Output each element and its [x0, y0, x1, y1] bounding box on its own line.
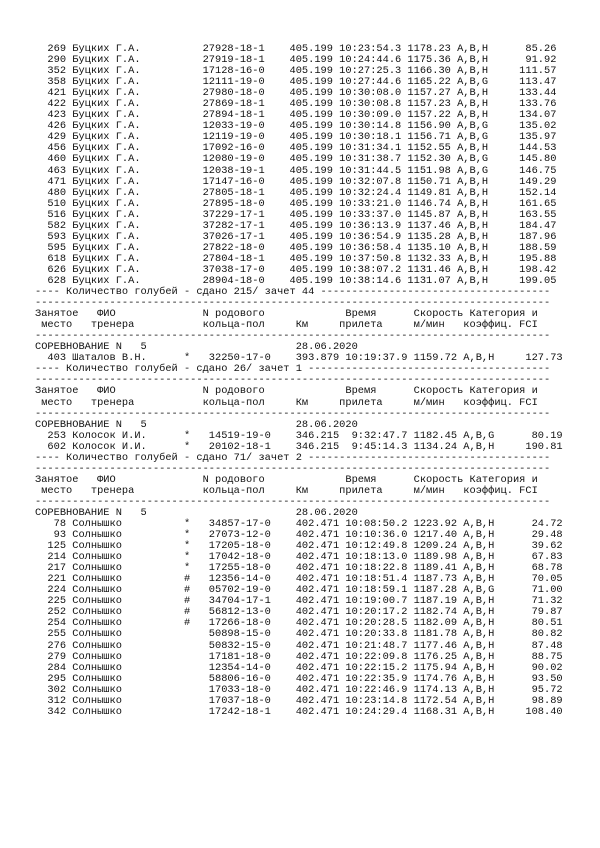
result-row: 582 Буцких Г.А. 37282-17-1 405.199 10:36:13.9 1137.46 A,B,H 184.47 [35, 219, 557, 232]
column-header: место тренера кольца-пол Км прилета м/мин коэффиц. FCI [35, 484, 538, 497]
result-row: 302 Солнышко 17033-18-0 402.471 10:22:46.9 1174.13 A,B,H 95.72 [35, 683, 563, 696]
separator-line: ----------------------------------------------------------------------------------- [35, 297, 551, 310]
separator-line: ----------------------------------------------------------------------------------- [35, 462, 551, 475]
result-row: 224 Солнышко # 05702-19-0 402.471 10:18:59.1 1187.28 A,B,G 71.00 [35, 584, 563, 597]
result-row: 254 Солнышко # 17266-18-0 402.471 10:20:28.5 1182.09 A,B,H 80.51 [35, 617, 563, 630]
result-row: 626 Буцких Г.А. 37038-17-0 405.199 10:38:07.2 1131.46 A,B,H 198.42 [35, 263, 557, 276]
result-row: 422 Буцких Г.А. 27869-18-1 405.199 10:30:08.8 1157.23 A,B,H 133.76 [35, 98, 557, 111]
result-row: 423 Буцких Г.А. 27894-18-1 405.199 10:30:09.0 1157.22 A,B,H 134.07 [35, 109, 557, 122]
result-row: 618 Буцких Г.А. 27804-18-1 405.199 10:37:50.8 1132.33 A,B,H 195.88 [35, 252, 557, 265]
column-header: Занятое ФИО N родового Время Скорость Категория и [35, 385, 538, 398]
column-header: место тренера кольца-пол Км прилета м/мин коэффиц. FCI [35, 396, 538, 409]
result-row: 595 Буцких Г.А. 27822-18-0 405.199 10:36:58.4 1135.10 A,B,H 188.59 [35, 241, 557, 254]
result-row: 460 Буцких Г.А. 12080-19-0 405.199 10:31:38.7 1152.30 A,B,G 145.80 [35, 153, 557, 166]
result-row: 358 Буцких Г.А. 12111-19-0 405.199 10:27:44.6 1165.22 A,B,G 113.47 [35, 76, 557, 89]
column-header: место тренера кольца-пол Км прилета м/мин коэффиц. FCI [35, 319, 538, 332]
result-row: 290 Буцких Г.А. 27919-18-1 405.199 10:24:44.6 1175.36 A,B,H 91.92 [35, 54, 557, 67]
result-row: 93 Солнышко * 27073-12-0 402.471 10:10:36.0 1217.40 A,B,H 29.48 [35, 529, 563, 542]
result-row: 221 Солнышко # 12356-14-0 402.471 10:18:51.4 1187.73 A,B,H 70.05 [35, 573, 563, 586]
result-row: 403 Шаталов В.Н. * 32250-17-0 393.879 10:19:37.9 1159.72 A,B,H 127.73 [35, 352, 563, 365]
result-row: 269 Буцких Г.А. 27928-18-1 405.199 10:23:54.3 1178.23 A,B,H 85.26 [35, 43, 557, 55]
result-row: 125 Солнышко * 17205-18-0 402.471 10:12:49.8 1209.24 A,B,H 39.62 [35, 540, 563, 553]
result-row: 217 Солнышко * 17255-18-0 402.471 10:18:22.8 1189.41 A,B,H 68.78 [35, 562, 563, 575]
result-row: 463 Буцких Г.А. 12038-19-1 405.199 10:31:44.5 1151.98 A,B,G 146.75 [35, 164, 557, 177]
separator-line: ----------------------------------------------------------------------------------- [35, 407, 551, 420]
result-row: 252 Солнышко # 56812-13-0 402.471 10:20:17.2 1182.74 A,B,H 79.87 [35, 606, 563, 619]
result-row: 284 Солнышко 12354-14-0 402.471 10:22:15.2 1175.94 A,B,H 90.02 [35, 661, 563, 674]
result-row: 471 Буцких Г.А. 17147-16-0 405.199 10:32:07.8 1150.71 A,B,H 149.29 [35, 175, 557, 188]
result-row: 516 Буцких Г.А. 37229-17-1 405.199 10:33:37.0 1145.87 A,B,H 163.55 [35, 208, 557, 221]
column-header: Занятое ФИО N родового Время Скорость Категория и [35, 473, 538, 486]
result-row: 255 Солнышко 50898-15-0 402.471 10:20:33.8 1181.78 A,B,H 80.82 [35, 628, 563, 641]
result-row: 295 Солнышко 58806-16-0 402.471 10:22:35.9 1174.76 A,B,H 93.50 [35, 672, 563, 685]
separator-line: ----------------------------------------------------------------------------------- [35, 330, 551, 343]
competition-heading: СОРЕВНОВАНИЕ N 5 28.06.2020 [35, 506, 358, 519]
result-row: 225 Солнышко # 34704-17-1 402.471 10:19:00.7 1187.19 A,B,H 71.32 [35, 595, 563, 608]
column-header: Занятое ФИО N родового Время Скорость Категория и [35, 308, 538, 321]
result-row: 456 Буцких Г.А. 17092-16-0 405.199 10:31:34.1 1152.55 A,B,H 144.53 [35, 142, 557, 155]
result-row: 78 Солнышко * 34857-17-0 402.471 10:08:50.2 1223.92 A,B,H 24.72 [35, 518, 563, 531]
result-row: 429 Буцких Г.А. 12119-19-0 405.199 10:30:18.1 1156.71 A,B,G 135.97 [35, 131, 557, 144]
result-row: 352 Буцких Г.А. 17128-16-0 405.199 10:27:25.3 1166.30 A,B,H 111.57 [35, 65, 557, 78]
result-row: 342 Солнышко 17242-18-1 402.471 10:24:29.4 1168.31 A,B,H 108.40 [35, 705, 563, 718]
result-row: 628 Буцких Г.А. 28904-18-0 405.199 10:38:14.6 1131.07 A,B,H 199.05 [35, 274, 557, 287]
result-row: 480 Буцких Г.А. 27805-18-1 405.199 10:32:24.4 1149.81 A,B,H 152.14 [35, 186, 557, 199]
result-row: 214 Солнышко * 17042-18-0 402.471 10:18:13.0 1189.98 A,B,H 67.83 [35, 551, 563, 564]
separator-line: ----------------------------------------------------------------------------------- [35, 374, 551, 387]
result-row: 593 Буцких Г.А. 37026-17-1 405.199 10:36:54.9 1135.28 A,B,H 187.96 [35, 230, 557, 243]
result-row: 276 Солнышко 50832-15-0 402.471 10:21:48.7 1177.46 A,B,H 87.48 [35, 639, 563, 652]
competition-heading: СОРЕВНОВАНИЕ N 5 28.06.2020 [35, 341, 358, 354]
result-row: 421 Буцких Г.А. 27980-18-0 405.199 10:30:08.0 1157.27 A,B,H 133.44 [35, 87, 557, 100]
result-row: 312 Солнышко 17037-18-0 402.471 10:23:14.8 1172.54 A,B,H 98.89 [35, 694, 563, 707]
separator-line: ----------------------------------------------------------------------------------- [35, 495, 551, 508]
pigeon-count-summary: ---- Количество голубей - сдано 26/ зачет 1 --------------------------------------- [35, 363, 551, 376]
pigeon-count-summary: ---- Количество голубей - сдано 71/ зачет 2 --------------------------------------- [35, 451, 551, 464]
result-row: 279 Солнышко 17181-18-0 402.471 10:22:09.8 1176.25 A,B,H 88.75 [35, 650, 563, 663]
result-row: 426 Буцких Г.А. 12033-19-0 405.199 10:30:14.8 1156.90 A,B,G 135.02 [35, 120, 557, 133]
result-row: 510 Буцких Г.А. 27895-18-0 405.199 10:33:21.0 1146.74 A,B,H 161.65 [35, 197, 557, 210]
results-document [35, 44, 563, 718]
pigeon-count-summary: ---- Количество голубей - сдано 215/ зачет 44 ------------------------------------- [35, 286, 551, 299]
result-row: 253 Колосок И.И. * 14519-19-0 346.215 9:32:47.7 1182.45 A,B,G 80.19 [35, 429, 563, 442]
result-row: 602 Колосок И.И. * 20102-18-1 346.215 9:45:14.3 1134.24 A,B,H 190.81 [35, 440, 563, 453]
competition-heading: СОРЕВНОВАНИЕ N 5 28.06.2020 [35, 418, 358, 431]
